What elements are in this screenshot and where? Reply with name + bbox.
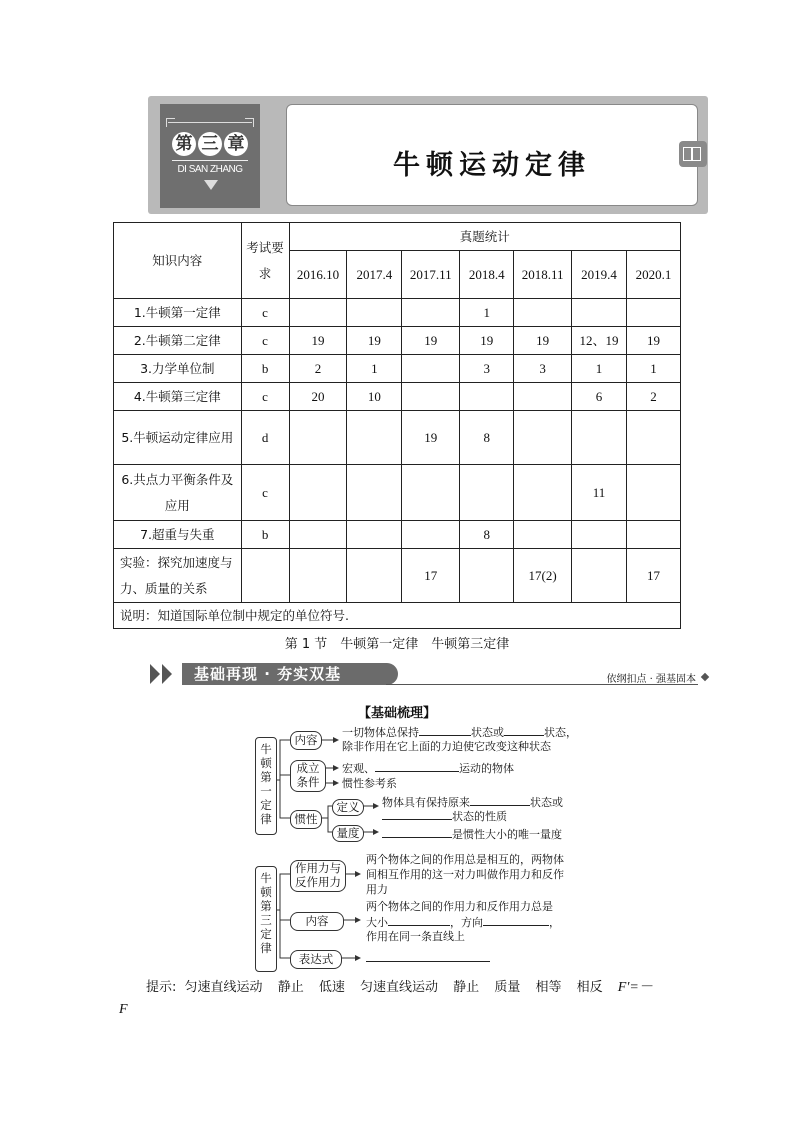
header-requirement: 考试要求: [241, 223, 289, 299]
section-bar-tagline: 依纲扣点 · 强基固本: [606, 674, 696, 685]
knowledge-cell: 4.牛顿第三定律: [114, 383, 242, 411]
header-stats: 真题统计: [289, 223, 681, 251]
stat-cell: 1: [347, 355, 402, 383]
hint-answer: 相反: [576, 980, 603, 995]
stat-cell: 19: [289, 327, 347, 355]
expression-line: [366, 950, 490, 967]
chapter-title: 牛顿运动定律: [393, 150, 591, 181]
year-cell: 2018.11: [514, 251, 572, 299]
year-cell: 2017.11: [402, 251, 460, 299]
hint-answers: [146, 976, 664, 996]
knowledge-cell: 7.超重与失重: [114, 521, 242, 549]
requirement-cell: c: [241, 383, 289, 411]
hint-formula: F′=－: [617, 980, 653, 995]
year-cell: 2017.4: [347, 251, 402, 299]
year-cell: 2019.4: [572, 251, 627, 299]
blank: [483, 914, 549, 926]
stat-cell: 3: [460, 355, 514, 383]
table-note: 说明：知道国际单位制中规定的单位符号.: [114, 603, 681, 629]
hint-answer: 静止: [453, 980, 480, 995]
stat-cell: 19: [402, 327, 460, 355]
year-cell: 2020.1: [626, 251, 680, 299]
definition-line-2: 状态的性质: [382, 808, 507, 825]
hint-answer: 质量: [494, 980, 521, 995]
stat-cell: 19: [626, 327, 680, 355]
stat-cell: 10: [347, 383, 402, 411]
node-content-3: 内容: [290, 912, 344, 931]
pair-line-2: 间相互作用的这一对力叫做作用力和反作: [366, 868, 564, 881]
blank: [382, 826, 452, 838]
section-bar-label: 基础再现 · 夯实双基: [182, 663, 398, 685]
chapter-pinyin: DI SAN ZHANG: [177, 164, 243, 175]
requirement-cell: b: [241, 521, 289, 549]
requirement-cell: c: [241, 299, 289, 327]
law3-label: 牛顿第三定律: [260, 871, 272, 955]
stat-cell: 17(2): [514, 549, 572, 603]
stat-cell: 19: [402, 411, 460, 465]
stat-cell: 12、19: [572, 327, 627, 355]
requirement-cell: b: [241, 355, 289, 383]
stat-cell: 19: [460, 327, 514, 355]
blank: [388, 914, 450, 926]
content3-line-1: 两个物体之间的作用力和反作用力总是: [366, 900, 553, 913]
node-expression: 表达式: [290, 950, 342, 969]
stat-cell: 1: [626, 355, 680, 383]
section-title: 第 1 节 牛顿第一定律 牛顿第三定律: [284, 637, 510, 652]
node-measure: 量度: [332, 825, 364, 842]
stat-cell: 19: [514, 327, 572, 355]
hint-label: 提示:: [146, 980, 177, 995]
year-cell: 2016.10: [289, 251, 347, 299]
blank: [366, 950, 490, 962]
stat-cell: 11: [572, 465, 627, 521]
knowledge-cell: 2.牛顿第二定律: [114, 327, 242, 355]
blank: [419, 724, 471, 736]
hint-answer: 静止: [277, 980, 304, 995]
subheading: 【基础梳理】: [357, 706, 436, 721]
hint-answer: 相等: [535, 980, 562, 995]
requirement-cell: d: [241, 411, 289, 465]
year-cell: 2018.4: [460, 251, 514, 299]
stat-cell: 6: [572, 383, 627, 411]
stat-cell: 2: [626, 383, 680, 411]
stat-cell: 1: [460, 299, 514, 327]
content3-line-3: 作用在同一条直线上: [366, 930, 465, 943]
law1-box: [255, 737, 277, 835]
requirement-cell: c: [241, 465, 289, 521]
chapter-char: 章: [224, 132, 248, 156]
knowledge-cell: 1.牛顿第一定律: [114, 299, 242, 327]
stat-cell: 17: [626, 549, 680, 603]
condition-line-2: 惯性参考系: [342, 777, 397, 790]
measure-line: 是惯性大小的唯一量度: [382, 826, 562, 843]
blank: [470, 794, 530, 806]
knowledge-cell: 6.共点力平衡条件及应用: [114, 465, 242, 521]
knowledge-cell: 实验：探究加速度与力、质量的关系: [114, 549, 242, 603]
knowledge-cell: 5.牛顿运动定律应用: [114, 411, 242, 465]
definition-line-1: 物体具有保持原来 状态或: [382, 796, 563, 809]
node-definition: 定义: [332, 799, 364, 816]
content3-line-2: 大小 ，方向 ，: [366, 916, 560, 929]
stat-cell: 17: [402, 549, 460, 603]
knowledge-cell: 3.力学单位制: [114, 355, 242, 383]
pair-line-3: 用力: [366, 883, 388, 896]
chapter-char: 第: [172, 132, 196, 156]
blank: [382, 808, 452, 820]
hint-answer: 匀速直线运动: [184, 980, 263, 995]
stat-cell: 19: [347, 327, 402, 355]
law3-box: [255, 866, 277, 972]
hint-formula-cont: F: [119, 1002, 128, 1017]
node-condition: 成立条件: [290, 760, 326, 792]
requirement-cell: c: [241, 327, 289, 355]
condition-line-1: 宏观、 运动的物体: [342, 762, 514, 775]
stat-cell: 1: [572, 355, 627, 383]
node-inertia: 惯性: [290, 810, 322, 829]
law1-label: 牛顿第一定律: [260, 742, 272, 826]
hint-answer: 匀速直线运动: [360, 980, 439, 995]
hint-answer: 低速: [318, 980, 345, 995]
stat-cell: 8: [460, 411, 514, 465]
stat-cell: 3: [514, 355, 572, 383]
blank: [375, 760, 459, 772]
header-knowledge: 知识内容: [114, 223, 242, 299]
stat-cell: 20: [289, 383, 347, 411]
content-line-2: 除非作用在它上面的力迫使它改变这种状态: [342, 740, 551, 753]
pair-line-1: 两个物体之间的作用总是相互的，两物体: [366, 853, 564, 866]
stat-cell: 2: [289, 355, 347, 383]
stat-cell: 8: [460, 521, 514, 549]
blank: [504, 724, 544, 736]
chapter-char: 三: [198, 132, 222, 156]
node-action-reaction: 作用力与反作用力: [290, 860, 346, 892]
content-line-1: 一切物体总保持 状态或 状态，: [342, 726, 577, 739]
node-content: 内容: [290, 731, 322, 750]
